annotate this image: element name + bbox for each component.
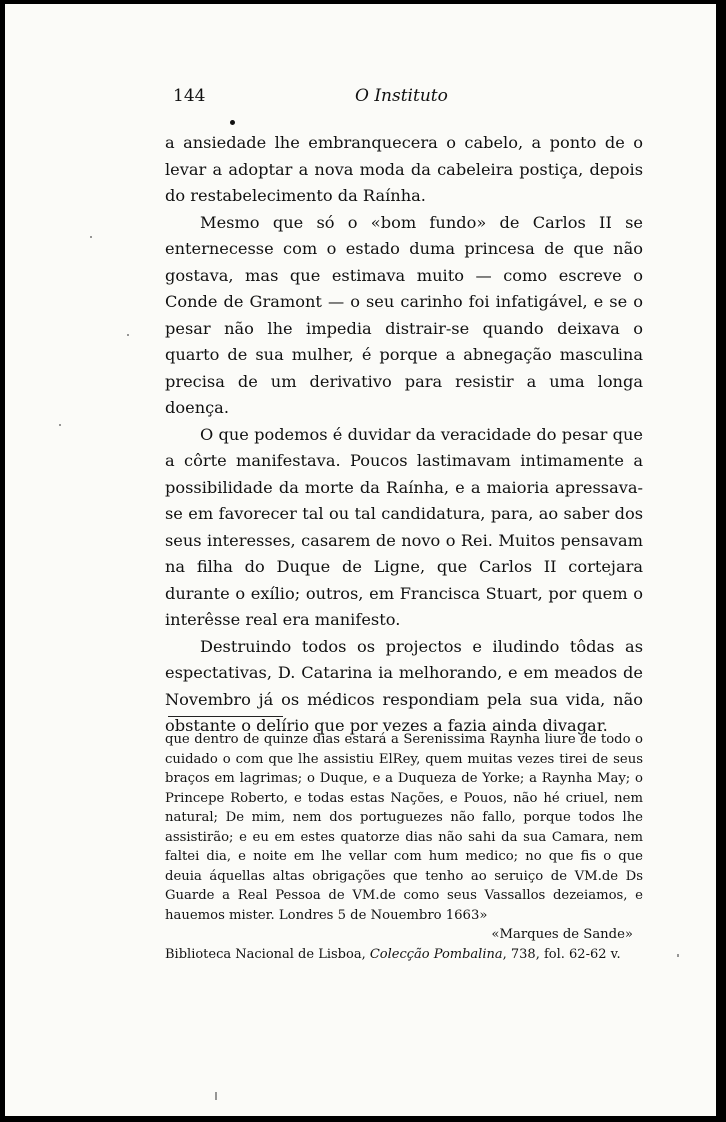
source-title: Colecção Pombalina xyxy=(369,946,503,962)
running-title: O Instituto xyxy=(355,86,448,106)
scan-speck xyxy=(215,1092,217,1100)
page-number: 144 xyxy=(173,86,206,106)
scan-speck xyxy=(677,954,679,957)
source-suffix: , 738, fol. 62-62 v. xyxy=(502,946,621,962)
page-header xyxy=(165,86,645,110)
scan-speck xyxy=(127,334,129,336)
footnote-divider xyxy=(168,716,283,717)
footnote xyxy=(165,730,643,964)
main-text xyxy=(165,130,643,740)
ink-dot xyxy=(230,120,235,125)
footnote-source xyxy=(165,945,643,965)
source-prefix: Biblioteca Nacional de Lisboa, xyxy=(165,946,370,962)
paragraph-1: a ansiedade lhe embranquecera o cabelo, a ponto de o levar a adoptar a nova moda da cabeleira postiça, depois do restabelecimento da Raínha. xyxy=(165,133,643,205)
paragraph-3: O que podemos é duvidar da veracidade do pesar que a côrte manifestava. Poucos lastimavam intimamente a possibilidade da morte da Raínha, e a maioria apressava-se em favorecer tal ou tal candidatura, para, ao saber dos seus interesses, casarem de novo o Rei. Muitos pensavam na filha do Duque de Ligne, que Carlos II cortejara durante o exílio; outros, em Francisca Stuart, por quem o interêsse real era manifesto. xyxy=(165,424,643,629)
footnote-text: que dentro de quinze dias estará a Serenissima Raynha liure de todo o cuidado o com que lhe assistiu ElRey, quem muitas vezes tirei de seus braços em lagrimas; o Duque, e a Duqueza de Yorke; a Raynha May; o Princepe Roberto, e todas estas Nações, e Pouos, não hé criuel, nem natural; De mim, nem dos portuguezes não fallo, porque todos lhe assistirão; e eu em estes quatorze dias não sahi da sua Camara, nem faltei dia, e noite em lhe vellar com hum medico; no que fis o que deuia áquellas altas obrigações que tenho ao seruiço de VM.de Ds Guarde a Real Pessoa de VM.de como seus Vassallos dezeiamos, e hauemos mister. Londres 5 de Nouembro 1663» xyxy=(165,732,643,923)
scan-speck xyxy=(90,236,92,238)
book-page xyxy=(5,4,716,1116)
paragraph-4: Destruindo todos os projectos e iludindo tôdas as espectativas, D. Catarina ia melhorando, e em meados de Novembro já os médicos respondiam pela sua vida, não obstante o delírio que por vezes a fazia ainda divagar. xyxy=(165,636,643,735)
scan-speck xyxy=(59,424,61,426)
footnote-signature: «Marques de Sande» xyxy=(491,927,633,942)
paragraph-2: Mesmo que só o «bom fundo» de Carlos II se enternecesse com o estado duma princesa de que não gostava, mas que estimava muito — como escreve o Conde de Gramont — o seu carinho foi infatigável, e se o pesar não lhe impedia distrair-se quando deixava o quarto de sua mulher, é porque a abnegação masculina precisa de um derivativo para resistir a uma longa doença. xyxy=(165,212,643,417)
